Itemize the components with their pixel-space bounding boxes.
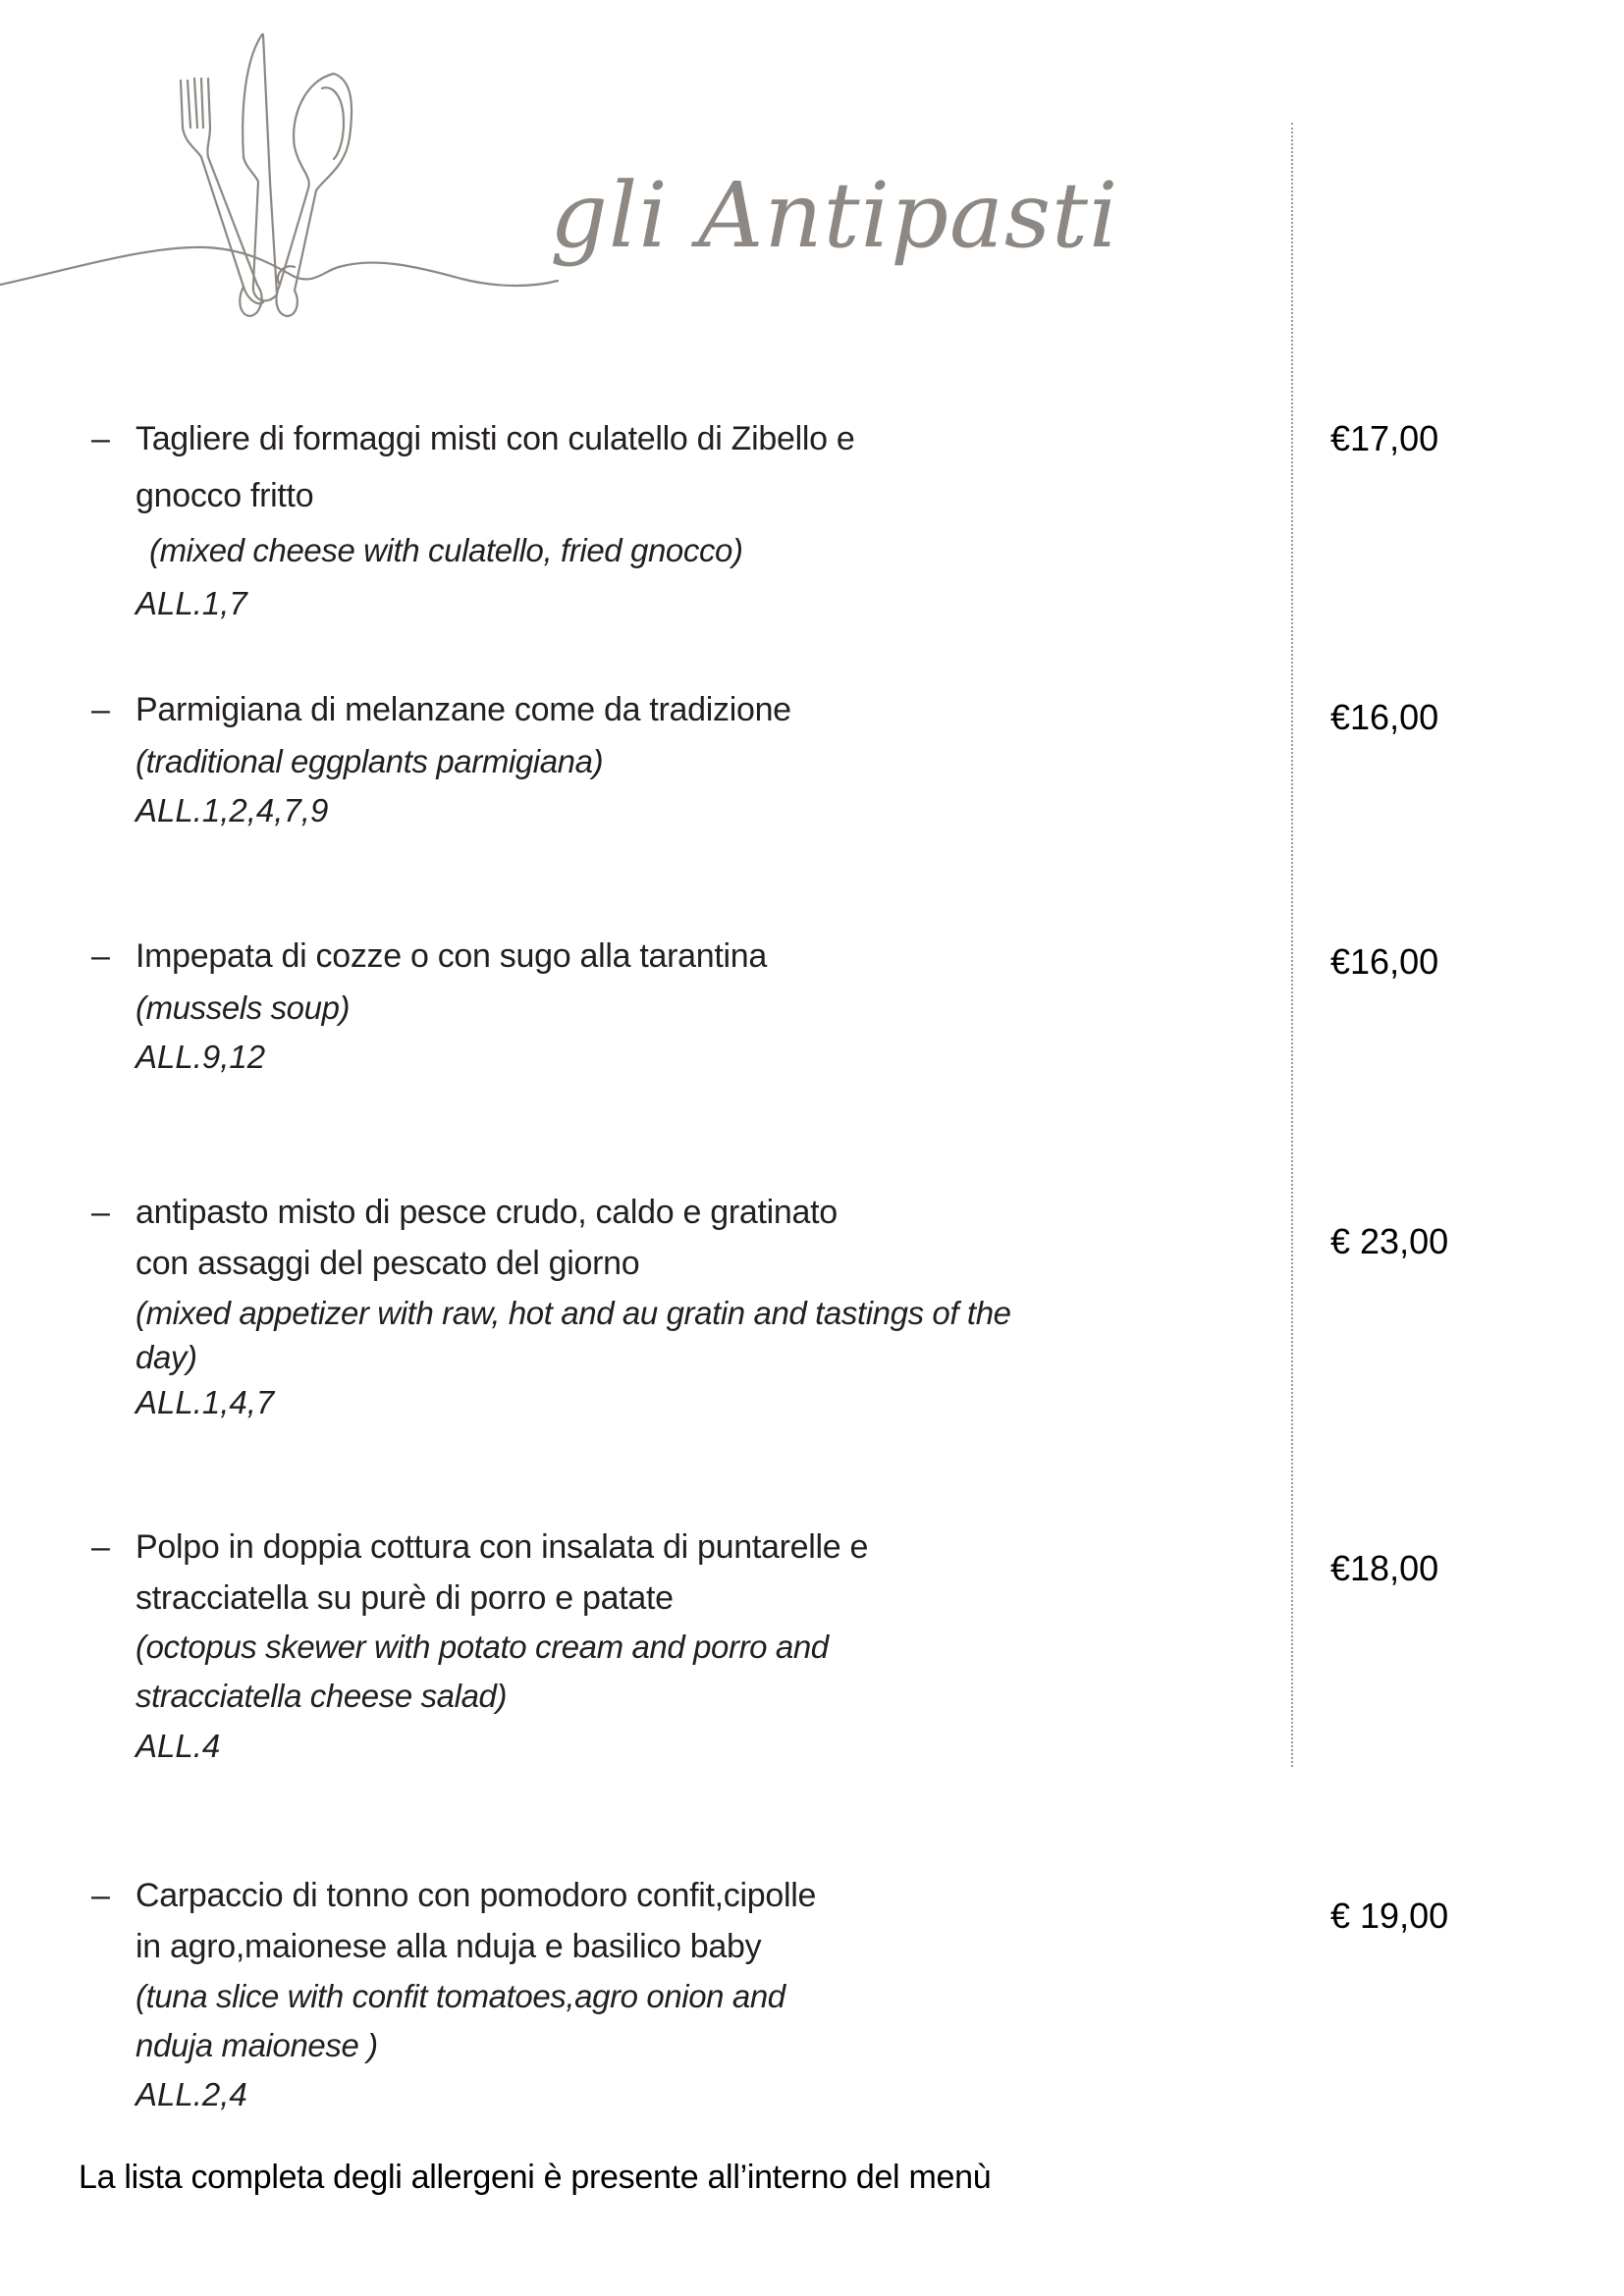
dish-price: € 23,00	[1330, 1221, 1449, 1261]
price-column-divider	[1291, 123, 1293, 1767]
dish-name: Impepata di cozze o con sugo alla tarantina	[135, 937, 767, 975]
dish-price: € 19,00	[1330, 1896, 1449, 1936]
dish-translation: (mixed appetizer with raw, hot and au gratin and tastings of the	[135, 1295, 1011, 1331]
bullet-dash: –	[91, 1528, 110, 1566]
dish-name: Parmigiana di melanzane come da tradizione	[135, 691, 791, 728]
dish-translation: (mussels soup)	[135, 989, 351, 1026]
fork-icon	[181, 79, 263, 316]
dish-allergens: ALL.2,4	[135, 2076, 247, 2112]
dish-name: con assaggi del pescato del giorno	[135, 1245, 640, 1282]
dish-allergens: ALL.4	[135, 1728, 221, 1764]
dish-translation: (traditional eggplants parmigiana)	[135, 743, 604, 779]
dish-translation: (mixed cheese with culatello, fried gnocco)	[149, 532, 743, 568]
dish-allergens: ALL.1,2,4,7,9	[135, 792, 329, 828]
dish-price: €18,00	[1330, 1548, 1439, 1588]
dish-allergens: ALL.1,7	[135, 585, 247, 621]
bullet-dash: –	[91, 1194, 110, 1231]
fork-knife-spoon-icon	[0, 20, 589, 324]
dish-translation: day)	[135, 1339, 197, 1375]
allergen-note: La lista completa degli allergeni è presente all’interno del menù	[79, 2159, 992, 2196]
dish-translation: (tuna slice with confit tomatoes,agro onion and	[135, 1978, 785, 2014]
bullet-dash: –	[91, 937, 110, 975]
logo-swoosh-line	[0, 247, 558, 286]
dish-translation: (octopus skewer with potato cream and porro and	[135, 1629, 829, 1665]
dish-name: in agro,maionese alla nduja e basilico baby	[135, 1928, 762, 1965]
dish-price: €17,00	[1330, 418, 1439, 458]
dish-name: stracciatella su purè di porro e patate	[135, 1579, 674, 1617]
dish-price: €16,00	[1330, 941, 1439, 982]
bullet-dash: –	[91, 691, 110, 728]
dish-translation: nduja maionese )	[135, 2027, 378, 2063]
dish-name: antipasto misto di pesce crudo, caldo e gratinato	[135, 1194, 838, 1231]
dish-allergens: ALL.1,4,7	[135, 1384, 275, 1420]
section-title: gli Antipasti	[550, 163, 1119, 268]
dish-name: Polpo in doppia cottura con insalata di puntarelle e	[135, 1528, 869, 1566]
bullet-dash: –	[91, 1877, 110, 1914]
spoon-icon	[276, 74, 352, 316]
dish-name: Tagliere di formaggi misti con culatello di Zibello e	[135, 420, 855, 457]
dish-price: €16,00	[1330, 697, 1439, 737]
dish-name: Carpaccio di tonno con pomodoro confit,cipolle	[135, 1877, 817, 1914]
dish-translation: stracciatella cheese salad)	[135, 1678, 508, 1714]
dish-allergens: ALL.9,12	[135, 1039, 266, 1075]
bullet-dash: –	[91, 420, 110, 457]
dish-name: gnocco fritto	[135, 477, 314, 514]
